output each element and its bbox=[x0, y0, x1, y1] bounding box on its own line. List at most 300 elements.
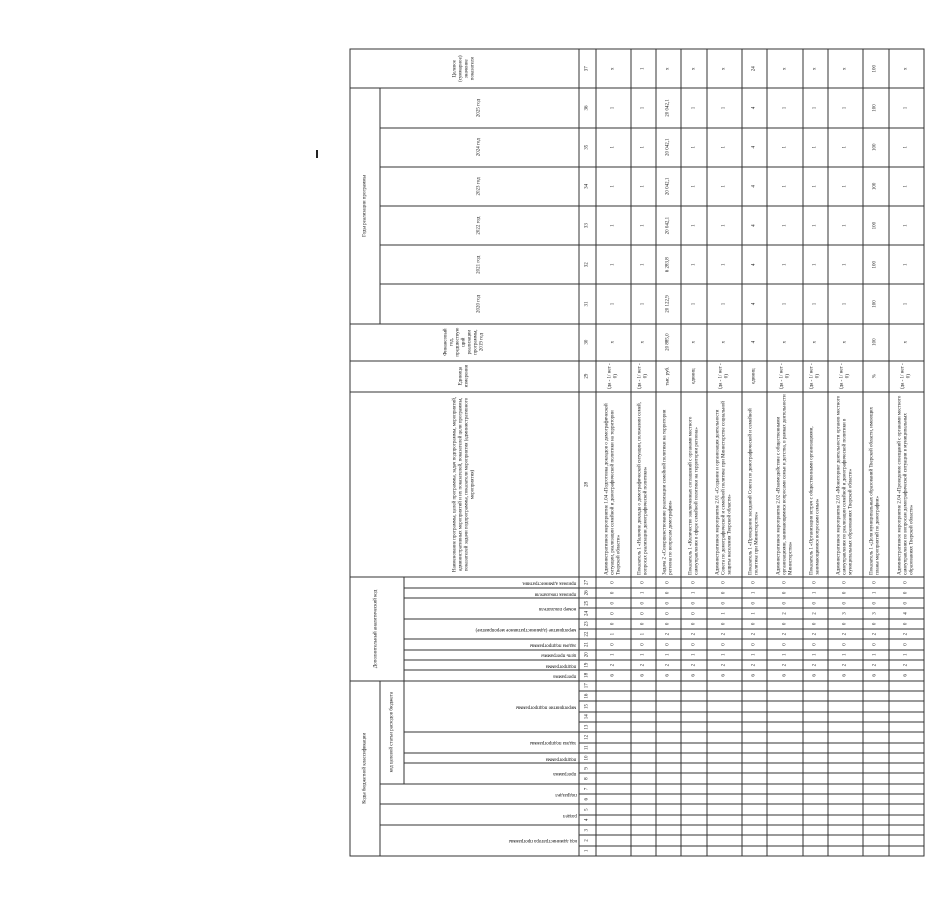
budget-code-cell bbox=[889, 691, 924, 701]
column-number: 29 bbox=[579, 361, 596, 392]
extra-col-header-6: номер показателя bbox=[404, 598, 579, 619]
budget-code-cell bbox=[742, 712, 767, 722]
year-value: 1 bbox=[803, 128, 828, 167]
column-number: 16 bbox=[579, 691, 596, 701]
fin-year-value: х bbox=[631, 324, 656, 361]
code-digit: 0 bbox=[889, 577, 924, 587]
code-digit: 2 bbox=[803, 608, 828, 618]
year-value: 1 bbox=[596, 284, 631, 323]
budget-code-cell bbox=[631, 774, 656, 784]
code-digit: 0 bbox=[767, 577, 802, 587]
fin-year-header: Финансовый год, предшествующий реализации программы, 2019 год bbox=[350, 324, 579, 361]
budget-code-cell bbox=[681, 835, 706, 845]
year-value: 20 042,1 bbox=[656, 167, 681, 206]
code-digit: 2 bbox=[863, 660, 888, 670]
budget-code-cell bbox=[828, 774, 863, 784]
code-digit: 0 bbox=[707, 588, 742, 598]
budget-code-cell bbox=[707, 712, 742, 722]
budget-code-cell bbox=[681, 712, 706, 722]
budget-code-cell bbox=[803, 794, 828, 804]
row-unit: (да - 1/ нет - 0) bbox=[631, 361, 656, 392]
year-value: 1 bbox=[803, 167, 828, 206]
year-value: 1 bbox=[767, 167, 802, 206]
row-unit: (да - 1/ нет - 0) bbox=[707, 361, 742, 392]
table-row bbox=[889, 49, 924, 856]
year-value: 1 bbox=[828, 284, 863, 323]
budget-code-cell bbox=[656, 763, 681, 773]
table-row bbox=[596, 49, 631, 856]
budget-code-cell bbox=[803, 835, 828, 845]
budget-code-cell bbox=[767, 743, 802, 753]
budget-code-cell bbox=[707, 753, 742, 763]
budget-code-cell bbox=[596, 835, 631, 845]
budget-code-cell bbox=[596, 722, 631, 732]
fin-year-value: 4 bbox=[742, 324, 767, 361]
row-name: Административное мероприятие 1.04 «Подготовка докладов о демографической ситуации, реализации семейной и демографической политики на территории Тверской области» bbox=[596, 392, 631, 578]
budget-code-cell bbox=[631, 722, 656, 732]
target-value: х bbox=[828, 49, 863, 88]
year-value: 100 bbox=[863, 167, 888, 206]
year-header-2020: 2020 год bbox=[380, 284, 578, 323]
code-digit: 0 bbox=[767, 619, 802, 629]
budget-code-cell bbox=[631, 712, 656, 722]
code-digit: 0 bbox=[863, 619, 888, 629]
budget-code-cell bbox=[596, 763, 631, 773]
code-digit: 0 bbox=[767, 598, 802, 608]
budget-code-cell bbox=[631, 701, 656, 711]
budget-code-cell bbox=[707, 815, 742, 825]
budget-code-cell bbox=[767, 681, 802, 691]
budget-code-cell bbox=[889, 732, 924, 742]
column-number: 14 bbox=[579, 712, 596, 722]
budget-code-cell bbox=[707, 763, 742, 773]
year-value: 1 bbox=[889, 206, 924, 245]
column-number: 13 bbox=[579, 722, 596, 732]
year-value: 1 bbox=[631, 206, 656, 245]
code-digit: 2 bbox=[803, 660, 828, 670]
budget-code-cell bbox=[828, 712, 863, 722]
budget-code-cell bbox=[631, 763, 656, 773]
code-digit: 0 bbox=[596, 608, 631, 618]
year-value: 1 bbox=[596, 206, 631, 245]
budget-code-cell bbox=[742, 804, 767, 814]
code-digit: 0 bbox=[596, 598, 631, 608]
year-value: 1 bbox=[596, 88, 631, 127]
budget-code-cell bbox=[596, 691, 631, 701]
year-value: 1 bbox=[828, 88, 863, 127]
year-value: 4 bbox=[742, 88, 767, 127]
fin-year-value: х bbox=[596, 324, 631, 361]
code-digit: 0 bbox=[631, 598, 656, 608]
column-number-row bbox=[579, 49, 596, 856]
row-unit: % bbox=[863, 361, 888, 392]
budget-code-cell bbox=[767, 794, 802, 804]
budget-code-cell bbox=[863, 835, 888, 845]
budget-code-cell bbox=[889, 804, 924, 814]
budget-code-cell bbox=[863, 732, 888, 742]
budget-code-cell bbox=[863, 804, 888, 814]
budget-code-cell bbox=[742, 846, 767, 856]
budget-code-cell bbox=[828, 835, 863, 845]
budget-code-cell bbox=[889, 763, 924, 773]
budget-code-cell bbox=[889, 681, 924, 691]
column-number: 7 bbox=[579, 784, 596, 794]
budget-code-cell bbox=[767, 774, 802, 784]
budget-code-cell bbox=[863, 712, 888, 722]
column-number: 19 bbox=[579, 660, 596, 670]
budget-code-cell bbox=[631, 815, 656, 825]
code-digit: 0 bbox=[656, 619, 681, 629]
budget-code-cell bbox=[656, 794, 681, 804]
budget-code-cell bbox=[681, 722, 706, 732]
fin-year-value: х bbox=[828, 324, 863, 361]
year-value: 1 bbox=[596, 128, 631, 167]
target-value: х bbox=[656, 49, 681, 88]
budget-code-cell bbox=[767, 722, 802, 732]
column-number: 18 bbox=[579, 670, 596, 680]
table-body bbox=[596, 49, 924, 856]
year-value: 20 042,1 bbox=[656, 128, 681, 167]
budget-code-cell bbox=[828, 691, 863, 701]
code-digit: 2 bbox=[742, 660, 767, 670]
code-digit: 1 bbox=[656, 650, 681, 660]
budget-code-cell bbox=[828, 681, 863, 691]
subsection-header: подраздел bbox=[380, 784, 578, 805]
year-value: 1 bbox=[631, 88, 656, 127]
budget-code-cell bbox=[742, 763, 767, 773]
budget-code-cell bbox=[681, 753, 706, 763]
budget-code-cell bbox=[742, 774, 767, 784]
column-number: 6 bbox=[579, 794, 596, 804]
column-number: 34 bbox=[579, 167, 596, 206]
budget-code-cell bbox=[656, 743, 681, 753]
year-header-2023: 2023 год bbox=[380, 167, 578, 206]
budget-code-cell bbox=[803, 691, 828, 701]
year-value: 1 bbox=[707, 88, 742, 127]
code-digit: 0 bbox=[681, 598, 706, 608]
code-digit: 0 bbox=[863, 639, 888, 649]
row-name: Показатель 1 «Количество заключенных соглашений с органами местного самоуправления в сфере семейной политики на территории региона» bbox=[681, 392, 706, 578]
budget-code-cell bbox=[828, 701, 863, 711]
budget-code-cell bbox=[863, 743, 888, 753]
budget-code-cell bbox=[828, 743, 863, 753]
budget-code-cell bbox=[828, 722, 863, 732]
table-header bbox=[350, 49, 579, 856]
budget-code-cell bbox=[681, 784, 706, 794]
code-digit: 0 bbox=[631, 577, 656, 587]
year-value: 1 bbox=[596, 245, 631, 284]
table-row bbox=[767, 49, 802, 856]
row-name: Административное мероприятие 2.01 «Создание и организация деятельности Совета по демографической и семейной политике при Министерстве социальной защиты населения Тверской области» bbox=[707, 392, 742, 578]
target-value: х bbox=[767, 49, 802, 88]
target-item-group-header: код целевой статьи расходов бюджета bbox=[380, 681, 404, 784]
admin-code-header: код администратора программы bbox=[380, 825, 578, 856]
code-digit: 0 bbox=[803, 598, 828, 608]
column-number: 4 bbox=[579, 815, 596, 825]
budget-code-cell bbox=[631, 691, 656, 701]
budget-code-cell bbox=[803, 784, 828, 794]
column-number: 8 bbox=[579, 774, 596, 784]
column-number: 30 bbox=[579, 324, 596, 361]
budget-code-cell bbox=[707, 794, 742, 804]
budget-code-cell bbox=[889, 774, 924, 784]
column-number: 2 bbox=[579, 835, 596, 845]
fin-year-value: х bbox=[707, 324, 742, 361]
budget-code-cell bbox=[596, 732, 631, 742]
code-digit: 2 bbox=[828, 629, 863, 639]
budget-code-cell bbox=[656, 835, 681, 845]
extra-col-header-8: признак административн. bbox=[404, 577, 579, 587]
budget-code-cell bbox=[803, 846, 828, 856]
year-value: 20 042,1 bbox=[656, 88, 681, 127]
year-value: 1 bbox=[681, 245, 706, 284]
table-row bbox=[631, 49, 656, 856]
year-value: 4 bbox=[742, 206, 767, 245]
row-name: Показатель 1 «Организация встреч с общественными организациями, занимающимися вопросами семьи» bbox=[803, 392, 828, 578]
extra-col-header-3: цель программы bbox=[404, 650, 579, 660]
code-digit: 2 bbox=[681, 660, 706, 670]
year-value: 1 bbox=[707, 206, 742, 245]
column-number: 11 bbox=[579, 743, 596, 753]
table-row bbox=[656, 49, 681, 856]
budget-code-cell bbox=[803, 825, 828, 835]
column-number: 33 bbox=[579, 206, 596, 245]
code-digit: 2 bbox=[889, 660, 924, 670]
year-value: 1 bbox=[707, 167, 742, 206]
code-digit: 1 bbox=[803, 650, 828, 660]
budget-code-cell bbox=[707, 835, 742, 845]
budget-code-cell bbox=[889, 712, 924, 722]
year-value: 1 bbox=[631, 245, 656, 284]
code-digit: 0 bbox=[681, 577, 706, 587]
year-value: 100 bbox=[863, 88, 888, 127]
rotated-table-wrapper bbox=[350, 49, 925, 857]
budget-code-cell bbox=[631, 681, 656, 691]
name-header: Наименование программы, целей программы, задач подпрограммы, мероприятий, административных мероприятий и их показателей, показателей цели программы, показателей задачи подпрограммы, показатели мероприятия (административного мероприятия) bbox=[350, 392, 579, 578]
budget-code-cell bbox=[889, 722, 924, 732]
budget-code-cell bbox=[828, 846, 863, 856]
year-value: 1 bbox=[596, 167, 631, 206]
column-number: 32 bbox=[579, 245, 596, 284]
code-digit: 3 bbox=[828, 608, 863, 618]
budget-code-cell bbox=[828, 763, 863, 773]
budget-code-cell bbox=[767, 753, 802, 763]
code-digit: 6 bbox=[803, 670, 828, 680]
year-value: 100 bbox=[863, 284, 888, 323]
fin-year-value: х bbox=[681, 324, 706, 361]
budget-code-cell bbox=[863, 681, 888, 691]
budget-code-cell bbox=[828, 732, 863, 742]
code-digit: 0 bbox=[828, 598, 863, 608]
code-digit: 0 bbox=[889, 588, 924, 598]
budget-code-cell bbox=[863, 691, 888, 701]
budget-code-cell bbox=[596, 815, 631, 825]
code-digit: 2 bbox=[828, 660, 863, 670]
budget-code-cell bbox=[681, 794, 706, 804]
extra-col-header-4: задача подпрограммы bbox=[404, 639, 579, 649]
code-digit: 0 bbox=[863, 577, 888, 587]
budget-code-cell bbox=[742, 835, 767, 845]
year-value: 1 bbox=[707, 128, 742, 167]
year-value: 1 bbox=[631, 167, 656, 206]
fin-year-value: 20 885,0 bbox=[656, 324, 681, 361]
budget-code-cell bbox=[596, 774, 631, 784]
year-value: 6 283,8 bbox=[656, 245, 681, 284]
year-value: 1 bbox=[767, 245, 802, 284]
budget-code-cell bbox=[742, 732, 767, 742]
row-unit: (да - 1/ нет - 0) bbox=[889, 361, 924, 392]
budget-code-cell bbox=[707, 743, 742, 753]
table-row bbox=[863, 49, 888, 856]
budget-code-cell bbox=[707, 846, 742, 856]
target-value: х bbox=[889, 49, 924, 88]
row-name: Административное мероприятие 2.02 «Взаимодействие с общественными организациями, занимающимися вопросами семьи и детства, в рамках деятельности Министерства» bbox=[767, 392, 802, 578]
budget-code-cell bbox=[681, 846, 706, 856]
target-value: х bbox=[681, 49, 706, 88]
budget-code-cell bbox=[803, 681, 828, 691]
measures-header: мероприятие подпрограммы bbox=[404, 681, 579, 733]
budget-code-cell bbox=[889, 753, 924, 763]
code-digit: 2 bbox=[707, 629, 742, 639]
budget-code-cell bbox=[767, 701, 802, 711]
code-digit: 1 bbox=[596, 629, 631, 639]
row-unit: (да - 1/ нет - 0) bbox=[767, 361, 802, 392]
budget-code-cell bbox=[767, 846, 802, 856]
code-digit: 2 bbox=[631, 660, 656, 670]
budget-code-cell bbox=[742, 815, 767, 825]
year-value: 20 122,9 bbox=[656, 284, 681, 323]
year-value: 1 bbox=[828, 167, 863, 206]
code-digit: 1 bbox=[707, 608, 742, 618]
code-digit: 0 bbox=[681, 639, 706, 649]
code-digit: 0 bbox=[596, 577, 631, 587]
budget-code-cell bbox=[656, 712, 681, 722]
code-digit: 2 bbox=[596, 660, 631, 670]
budget-code-cell bbox=[681, 763, 706, 773]
year-value: 1 bbox=[767, 284, 802, 323]
column-number: 20 bbox=[579, 650, 596, 660]
extra-code-header: Дополнительный аналитический код bbox=[350, 577, 404, 680]
budget-code-cell bbox=[803, 763, 828, 773]
budget-code-cell bbox=[596, 784, 631, 794]
year-header-2025: 2025 год bbox=[380, 88, 578, 127]
code-digit: 6 bbox=[656, 670, 681, 680]
code-digit: 0 bbox=[707, 598, 742, 608]
budget-code-cell bbox=[742, 681, 767, 691]
budget-code-cell bbox=[828, 825, 863, 835]
code-digit: 0 bbox=[631, 608, 656, 618]
column-number: 17 bbox=[579, 681, 596, 691]
column-number: 23 bbox=[579, 619, 596, 629]
table-row bbox=[707, 49, 742, 856]
code-digit: 1 bbox=[742, 588, 767, 598]
budget-code-cell bbox=[767, 712, 802, 722]
code-digit: 0 bbox=[656, 608, 681, 618]
year-value: 1 bbox=[803, 88, 828, 127]
budget-code-cell bbox=[828, 753, 863, 763]
code-digit: 2 bbox=[803, 629, 828, 639]
code-digit: 1 bbox=[863, 650, 888, 660]
budget-code-cell bbox=[596, 794, 631, 804]
budget-code-cell bbox=[767, 763, 802, 773]
code-digit: 1 bbox=[681, 588, 706, 598]
code-digit: 0 bbox=[767, 588, 802, 598]
budget-code-cell bbox=[863, 846, 888, 856]
year-value: 100 bbox=[863, 245, 888, 284]
code-digit: 1 bbox=[742, 650, 767, 660]
budget-code-cell bbox=[681, 804, 706, 814]
budget-code-cell bbox=[707, 722, 742, 732]
year-value: 1 bbox=[631, 128, 656, 167]
code-digit: 6 bbox=[742, 670, 767, 680]
budget-code-cell bbox=[681, 681, 706, 691]
year-value: 1 bbox=[681, 284, 706, 323]
code-digit: 0 bbox=[707, 577, 742, 587]
budget-code-cell bbox=[767, 732, 802, 742]
code-digit: 2 bbox=[863, 629, 888, 639]
budget-code-cell bbox=[828, 784, 863, 794]
code-digit: 0 bbox=[596, 639, 631, 649]
code-digit: 0 bbox=[828, 577, 863, 587]
row-name: Показатель 1 «Наличие доклада о демографической ситуации, положении семей, вопросах реализации демографической политики» bbox=[631, 392, 656, 578]
budget-code-cell bbox=[742, 794, 767, 804]
code-digit: 0 bbox=[863, 598, 888, 608]
year-value: 1 bbox=[828, 206, 863, 245]
year-value: 1 bbox=[681, 128, 706, 167]
fin-year-value: 100 bbox=[863, 324, 888, 361]
code-digit: 1 bbox=[863, 588, 888, 598]
year-value: 4 bbox=[742, 167, 767, 206]
program-header: программа bbox=[404, 763, 579, 784]
budget-code-cell bbox=[656, 701, 681, 711]
row-unit: (да - 1/ нет - 0) bbox=[803, 361, 828, 392]
column-number: 25 bbox=[579, 598, 596, 608]
budget-code-cell bbox=[707, 701, 742, 711]
budget-code-cell bbox=[707, 681, 742, 691]
table-row bbox=[742, 49, 767, 856]
budget-code-cell bbox=[656, 774, 681, 784]
budget-code-cell bbox=[803, 804, 828, 814]
code-digit: 6 bbox=[889, 670, 924, 680]
budget-code-cell bbox=[742, 722, 767, 732]
budget-code-cell bbox=[803, 712, 828, 722]
year-header-2022: 2022 год bbox=[380, 206, 578, 245]
budget-code-cell bbox=[631, 784, 656, 794]
budget-code-cell bbox=[742, 701, 767, 711]
year-value: 1 bbox=[681, 88, 706, 127]
budget-code-cell bbox=[889, 794, 924, 804]
budget-code-cell bbox=[828, 815, 863, 825]
budget-code-cell bbox=[889, 835, 924, 845]
row-unit: единиц bbox=[742, 361, 767, 392]
budget-code-cell bbox=[742, 784, 767, 794]
code-digit: 3 bbox=[863, 608, 888, 618]
code-digit: 1 bbox=[828, 650, 863, 660]
budget-code-cell bbox=[656, 825, 681, 835]
target-value: х bbox=[596, 49, 631, 88]
budget-code-cell bbox=[681, 825, 706, 835]
code-digit: 0 bbox=[681, 619, 706, 629]
column-number: 35 bbox=[579, 128, 596, 167]
budget-code-cell bbox=[803, 753, 828, 763]
column-number: 3 bbox=[579, 825, 596, 835]
budget-code-cell bbox=[742, 743, 767, 753]
budget-code-cell bbox=[596, 825, 631, 835]
year-value: 1 bbox=[767, 128, 802, 167]
code-digit: 1 bbox=[767, 650, 802, 660]
code-digit: 0 bbox=[631, 619, 656, 629]
code-digit: 6 bbox=[707, 670, 742, 680]
